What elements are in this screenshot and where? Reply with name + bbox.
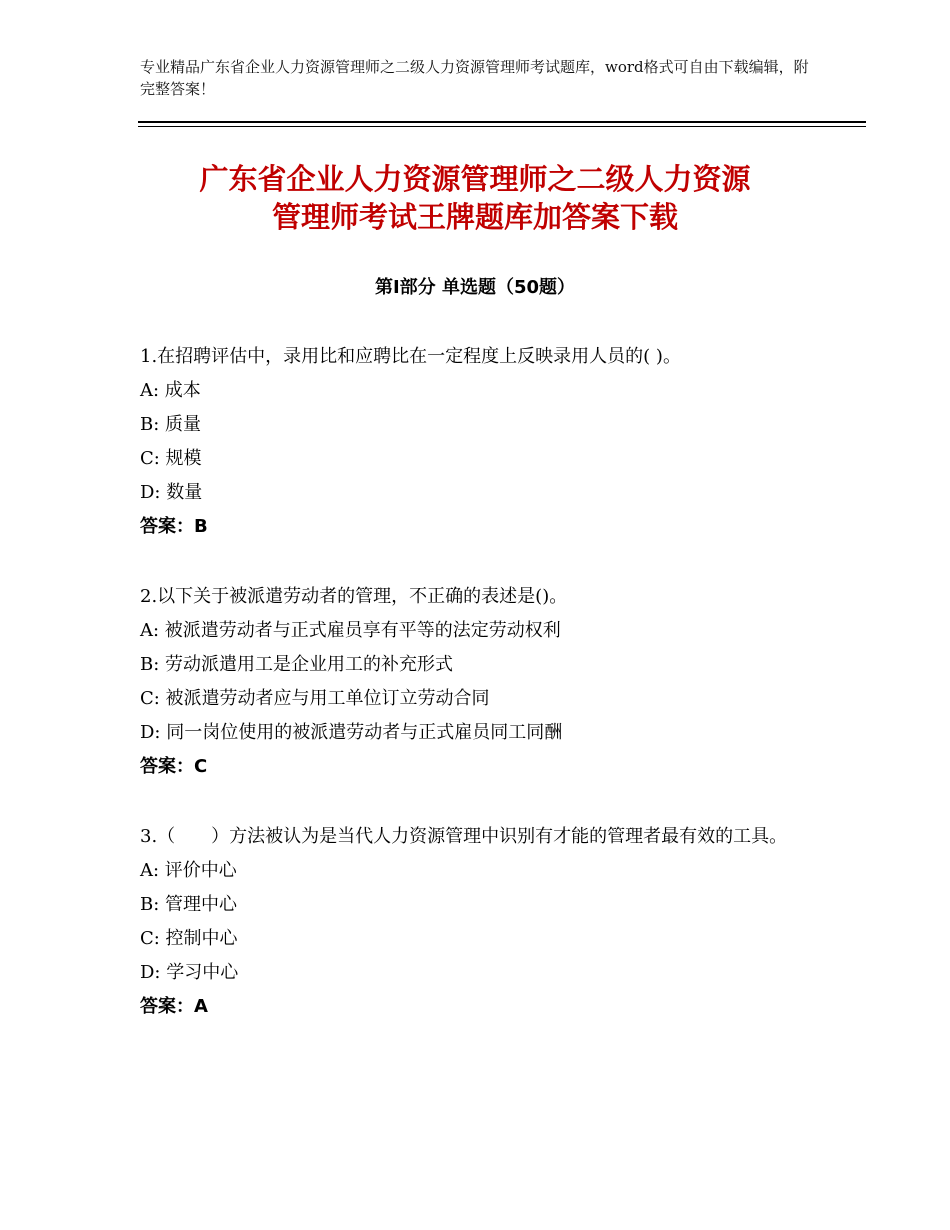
- document-title-line-2: 管理师考试王牌题库加答案下载: [271, 200, 678, 234]
- option-d: D: 数量: [140, 482, 203, 503]
- question-stem: 3.（ ）方法被认为是当代人力资源管理中识别有才能的管理者最有效的工具。: [140, 826, 788, 847]
- question-stem: 1.在招聘评估中，录用比和应聘比在一定程度上反映录用人员的( )。: [140, 346, 681, 367]
- question-stem: 2.以下关于被派遣劳动者的管理，不正确的表述是()。: [140, 586, 568, 607]
- header-note: 专业精品广东省企业人力资源管理师之二级人力资源管理师考试题库，word格式可自由下载编辑，附完整答案！: [140, 58, 809, 98]
- section-heading: 第Ⅰ部分 单选题（50题）: [374, 277, 575, 298]
- document-title: [100, 160, 850, 236]
- option-c: C: 被派遣劳动者应与用工单位订立劳动合同: [140, 688, 490, 709]
- question-3: [140, 820, 810, 1024]
- question-spacer: [140, 784, 810, 820]
- option-c: C: 控制中心: [140, 928, 238, 949]
- option-a: A: 被派遣劳动者与正式雇员享有平等的法定劳动权利: [140, 620, 561, 641]
- option-a: A: 成本: [140, 380, 201, 401]
- option-b: B: 管理中心: [140, 894, 238, 915]
- header-rule-thin: [138, 126, 866, 127]
- answer-line: 答案：C: [140, 756, 208, 777]
- question-list: [140, 340, 810, 1024]
- answer-line: 答案：A: [140, 996, 208, 1017]
- header-rule-thick: [138, 121, 866, 123]
- option-d: D: 同一岗位使用的被派遣劳动者与正式雇员同工同酬: [140, 722, 563, 743]
- option-a: A: 评价中心: [140, 860, 237, 881]
- question-1: [140, 340, 810, 544]
- option-b: B: 劳动派遣用工是企业用工的补充形式: [140, 654, 454, 675]
- question-2: [140, 580, 810, 784]
- question-spacer: [140, 544, 810, 580]
- option-d: D: 学习中心: [140, 962, 239, 983]
- option-b: B: 质量: [140, 414, 202, 435]
- answer-line: 答案：B: [140, 516, 208, 537]
- option-c: C: 规模: [140, 448, 202, 469]
- document-title-line-1: 广东省企业人力资源管理师之二级人力资源: [199, 162, 751, 196]
